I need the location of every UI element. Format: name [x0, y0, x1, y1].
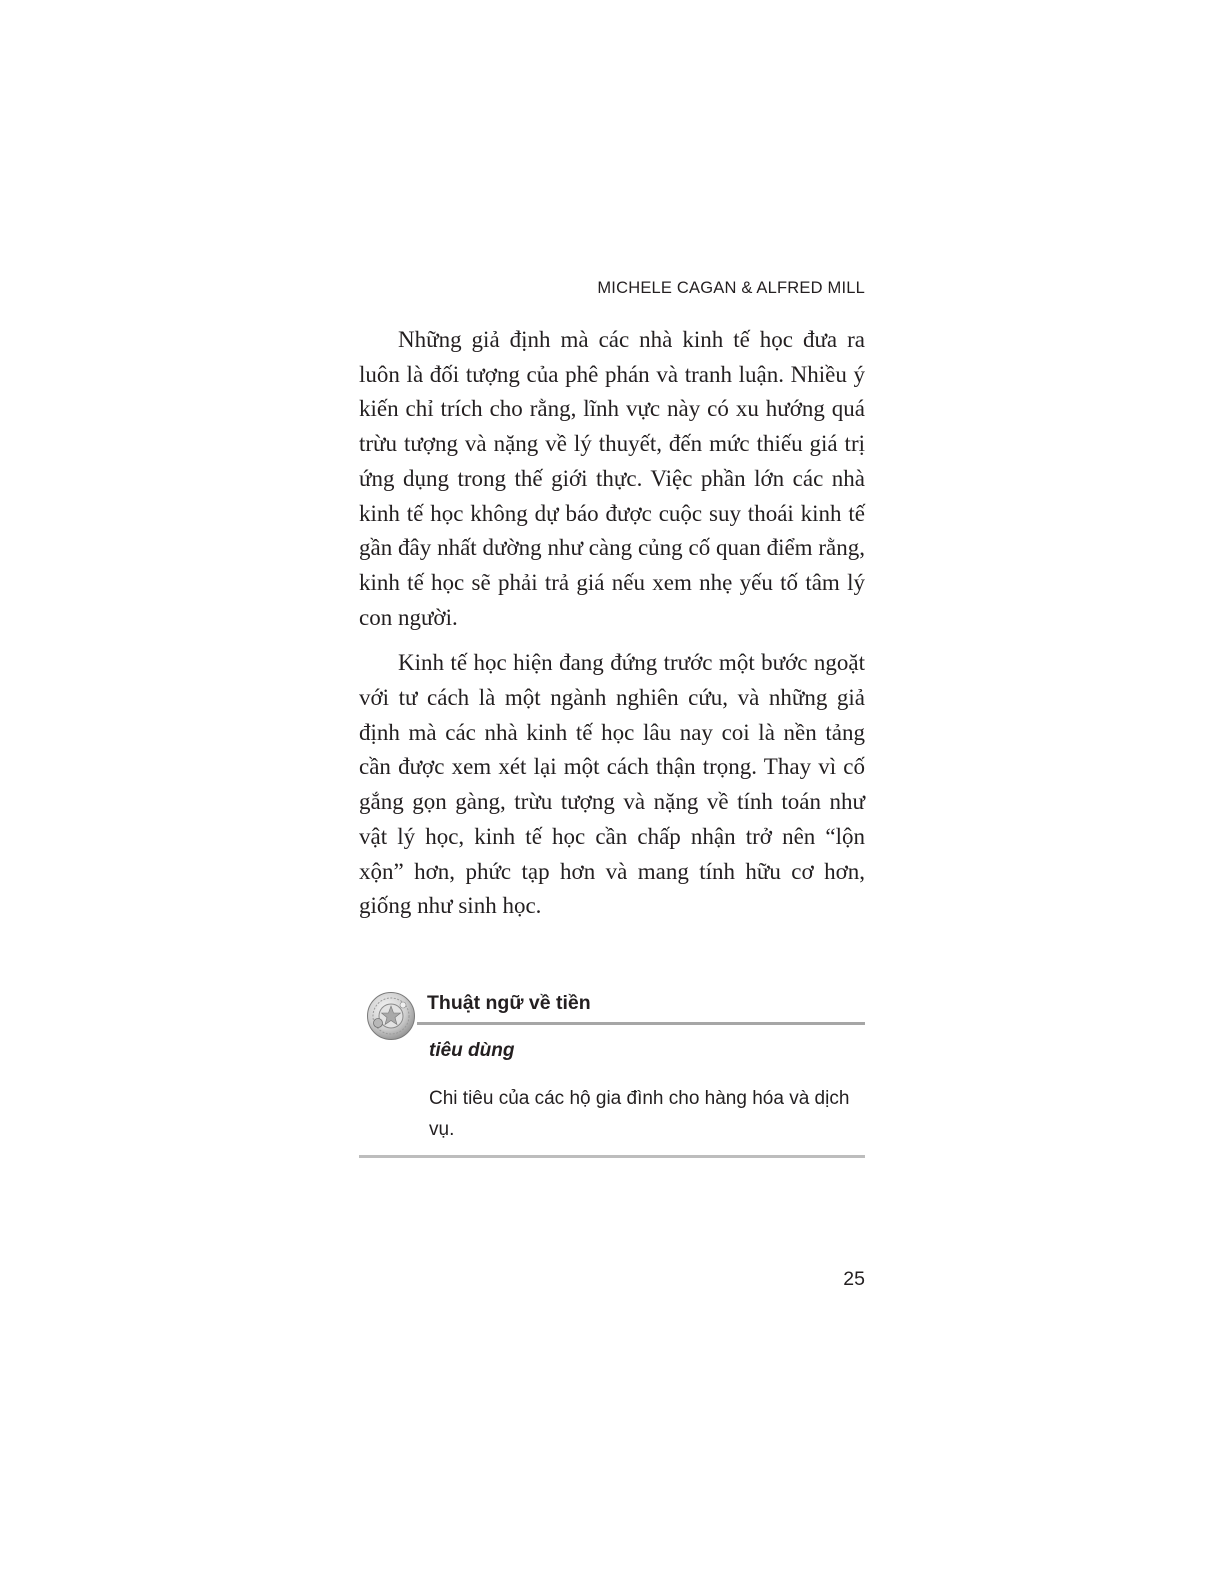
coin-emblem-icon — [366, 991, 416, 1041]
sidebar-divider-bottom — [359, 1155, 865, 1158]
page-number: 25 — [843, 1268, 865, 1290]
glossary-term: tiêu dùng — [429, 1040, 515, 1061]
sidebar-divider-top — [417, 1022, 865, 1025]
glossary-sidebar — [359, 990, 865, 1162]
paragraph: Những giả định mà các nhà kinh tế học đưa ra luôn là đối tượng của phê phán và tranh luận. Nhiều ý kiến chỉ trích cho rằng, lĩnh vực này có xu hướng quá trừu tượng và nặng về lý thuyết, đến mức thiếu giá trị ứng dụng trong thế giới thực. Việc phần lớn các nhà kinh tế học không dự báo được cuộc suy thoái kinh tế gần đây nhất dường như càng củng cố quan điểm rằng, kinh tế học sẽ phải trả giá nếu xem nhẹ yếu tố tâm lý con người. — [359, 327, 865, 630]
running-header: MICHELE CAGAN & ALFRED MILL — [597, 279, 865, 297]
body-text — [359, 323, 865, 935]
sidebar-title: Thuật ngữ về tiền — [427, 992, 591, 1014]
paragraph: Kinh tế học hiện đang đứng trước một bước ngoặt với tư cách là một ngành nghiên cứu, và những giả định mà các nhà kinh tế học lâu nay coi là nền tảng cần được xem xét lại một cách thận trọng. Thay vì cố gắng gọn gàng, trừu tượng và nặng về tính toán như vật lý học, kinh tế học cần chấp nhận trở nên “lộn xộn” hơn, phức tạp hơn và mang tính hữu cơ hơn, giống như sinh học. — [359, 650, 865, 919]
glossary-definition: Chi tiêu của các hộ gia đình cho hàng hóa và dịch vụ. — [429, 1088, 850, 1140]
